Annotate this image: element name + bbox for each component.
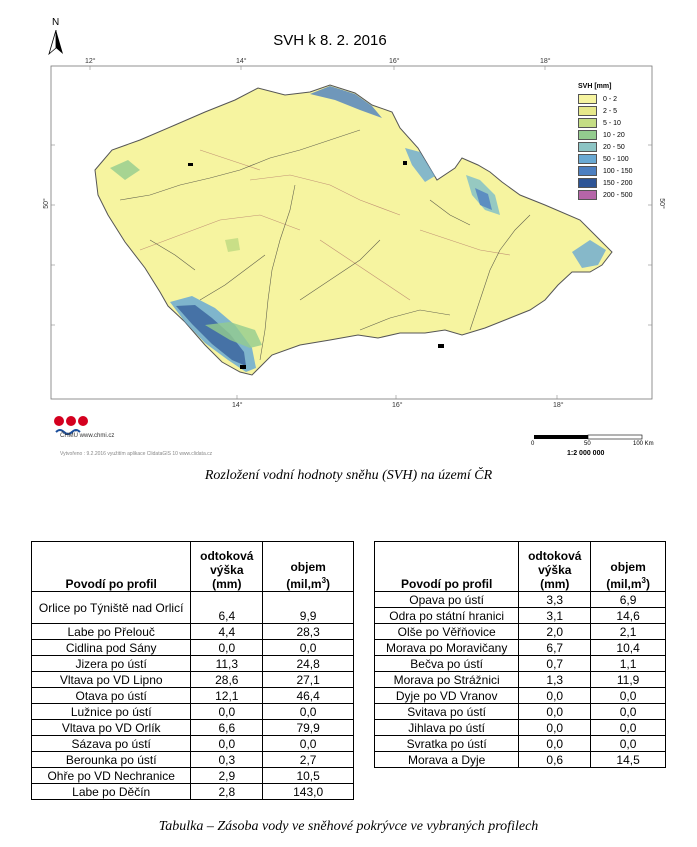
map-title: SVH k 8. 2. 2016 xyxy=(273,32,387,49)
table-row: Berounka po ústí 0,3 2,7 xyxy=(32,752,354,768)
legend-swatch xyxy=(578,178,597,188)
right-table xyxy=(374,541,666,768)
table-row: Orlice po Týniště nad Orlicí 6,4 9,9 xyxy=(32,592,354,624)
table-row: Labe po Děčín 2,8 143,0 xyxy=(32,784,354,800)
lon-tick-label: 18° xyxy=(540,58,551,65)
footer-note: Vytvořeno : 9.2.2016 využitím aplikace ClidataGIS 10 www.clidata.cz xyxy=(60,451,213,457)
table-row: Svratka po ústí 0,0 0,0 xyxy=(375,736,666,752)
col-header-name: Povodí po profil xyxy=(375,542,519,592)
legend-label: 150 - 200 xyxy=(603,179,633,187)
lat-tick-label: 50° xyxy=(42,198,50,209)
table-row: Morava po Strážnici 1,3 11,9 xyxy=(375,672,666,688)
legend-label: 5 - 10 xyxy=(603,119,621,127)
legend-label: 10 - 20 xyxy=(603,131,625,139)
scale-ratio: 1:2 000 000 xyxy=(567,450,605,457)
table-row: Vltava po VD Orlík 6,6 79,9 xyxy=(32,720,354,736)
table-row: Odra po státní hranici 3,1 14,6 xyxy=(375,608,666,624)
legend-swatch xyxy=(578,190,597,200)
legend-swatch xyxy=(578,118,597,128)
col-header-height: odtoková výška (mm) xyxy=(519,542,591,592)
legend-label: 2 - 5 xyxy=(603,107,618,115)
lon-tick-label: 16° xyxy=(392,402,403,409)
lon-tick-label: 14° xyxy=(232,402,243,409)
table-row: Lužnice po ústí 0,0 0,0 xyxy=(32,704,354,720)
table-row: Olše po Věřňovice 2,0 2,1 xyxy=(375,624,666,640)
left-table xyxy=(31,541,354,800)
legend-item xyxy=(578,94,617,104)
legend-swatch xyxy=(578,166,597,176)
col-header-name: Povodí po profil xyxy=(32,542,191,592)
legend-label: 50 - 100 xyxy=(603,155,629,163)
lon-tick-label: 16° xyxy=(389,58,400,65)
table-row: Ohře po VD Nechranice 2,9 10,5 xyxy=(32,768,354,784)
czech-territory xyxy=(95,85,612,375)
lon-tick-label: 14° xyxy=(236,58,247,65)
col-header-volume: objem $(mil,m^3)$ xyxy=(591,542,666,592)
legend-swatch xyxy=(578,154,597,164)
legend-item xyxy=(578,190,633,200)
north-label: N xyxy=(52,17,60,28)
lon-tick-label: 12° xyxy=(85,58,96,65)
col-header-volume: objem $(mil,m^3)$ xyxy=(263,542,354,592)
scalebar-label: 50 xyxy=(584,441,591,447)
legend-label: 20 - 50 xyxy=(603,143,625,151)
map-caption: Rozložení vodní hodnoty sněhu (SVH) na území ČR xyxy=(204,468,493,483)
legend-item xyxy=(578,166,633,176)
scalebar-label: 100 Km xyxy=(633,441,654,447)
legend-label: 200 - 500 xyxy=(603,191,633,199)
table-row: Opava po ústí 3,3 6,9 xyxy=(375,592,666,608)
table-row: Sázava po ústí 0,0 0,0 xyxy=(32,736,354,752)
legend-label: 0 - 2 xyxy=(603,95,618,103)
table-row: Labe po Přelouč 4,4 28,3 xyxy=(32,624,354,640)
logo-text: ČHMÚ www.chmi.cz xyxy=(60,433,115,439)
lon-tick-label: 18° xyxy=(553,402,564,409)
table-caption: Tabulka – Zásoba vody ve sněhové pokrývce ve vybraných profilech xyxy=(158,819,539,834)
legend-label: 100 - 150 xyxy=(603,167,633,175)
col-header-height: odtoková výška (mm) xyxy=(191,542,263,592)
legend-swatch xyxy=(578,106,597,116)
legend-item xyxy=(578,142,625,152)
table-row: Jihlava po ústí 0,0 0,0 xyxy=(375,720,666,736)
legend-item xyxy=(578,106,617,116)
table-header-row xyxy=(375,542,666,592)
table-row: Otava po ústí 12,1 46,4 xyxy=(32,688,354,704)
legend-swatch xyxy=(578,130,597,140)
legend-item xyxy=(578,118,621,128)
legend-item xyxy=(578,130,625,140)
scalebar-label: 0 xyxy=(531,441,535,447)
table-row: Cidlina pod Sány 0,0 0,0 xyxy=(32,640,354,656)
lat-tick-label: 50° xyxy=(657,198,665,209)
table-row: Vltava po VD Lipno 28,6 27,1 xyxy=(32,672,354,688)
table-row: Svitava po ústí 0,0 0,0 xyxy=(375,704,666,720)
table-header-row xyxy=(32,542,354,592)
table-row: Dyje po VD Vranov 0,0 0,0 xyxy=(375,688,666,704)
table-row: Jizera po ústí 11,3 24,8 xyxy=(32,656,354,672)
legend-title: SVH [mm] xyxy=(578,83,612,90)
table-row: Bečva po ústí 0,7 1,1 xyxy=(375,656,666,672)
legend-item xyxy=(578,178,633,188)
legend-swatch xyxy=(578,94,597,104)
table-row: Morava a Dyje 0,6 14,5 xyxy=(375,752,666,768)
table-row: Morava po Moravičany 6,7 10,4 xyxy=(375,640,666,656)
legend-item xyxy=(578,154,629,164)
legend-swatch xyxy=(578,142,597,152)
